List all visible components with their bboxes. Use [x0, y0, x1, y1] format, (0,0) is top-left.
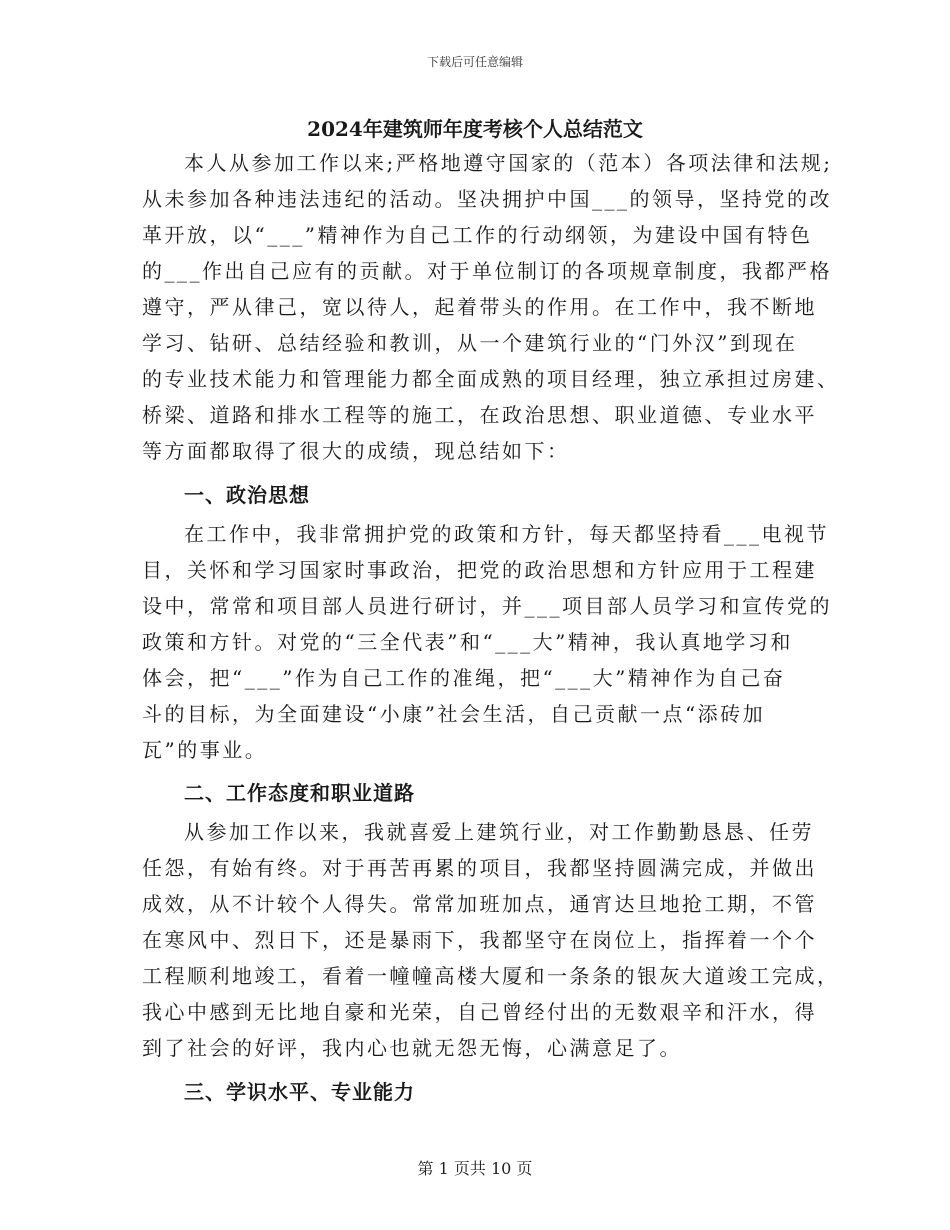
paragraph-line: 成效，从不计较个人得失。常常加班加点，通宵达旦地抢工期，不管: [142, 892, 817, 916]
paragraph-line: 本人从参加工作以来;严格地遵守国家的（范本）各项法律和法规;: [184, 151, 833, 175]
paragraph-line: 在寒风中、烈日下，还是暴雨下，我都坚守在岗位上，指挥着一个个: [142, 928, 817, 952]
paragraph-line: 斗的目标，为全面建设“小康”社会生活，自己贡献一点“添砖加: [142, 702, 766, 726]
paragraph-line: 学习、钻研、总结经验和教训，从一个建筑行业的“门外汉”到现在: [142, 331, 798, 355]
header-note: 下载后可任意编辑: [426, 55, 523, 69]
paragraph-line: 我心中感到无比地自豪和光荣，自己曾经付出的无数艰辛和汗水，得: [142, 1000, 817, 1024]
paragraph-line: 等方面都取得了很大的成绩，现总结如下：: [142, 439, 570, 463]
paragraph-line: 瓦”的事业。: [142, 738, 268, 762]
paragraph-line: 到了社会的好评，我内心也就无怨无悔，心满意足了。: [142, 1036, 682, 1060]
page-footer: 第 1 页共 10 页: [417, 1159, 533, 1178]
paragraph-line: 体会，把“___”作为自己工作的准绳，把“___大”精神作为自己奋: [142, 666, 786, 690]
paragraph-line: 工程顺利地竣工，看着一幢幢高楼大厦和一条条的银灰大道竣工完成，: [142, 964, 840, 988]
paragraph-line: 桥梁、道路和排水工程等的施工，在政治思想、职业道德、专业水平: [142, 403, 817, 427]
section-heading: 二、工作态度和职业道路: [184, 781, 415, 805]
section-heading: 一、政治思想: [184, 483, 310, 507]
paragraph-line: 的___作出自己应有的贡献。对于单位制订的各项规章制度，我都严格: [142, 259, 832, 283]
document-title: 2024年建筑师年度考核个人总结范文: [307, 117, 643, 141]
paragraph-line: 设中，常常和项目部人员进行研讨，并___项目部人员学习和宣传党的: [142, 594, 832, 618]
paragraph-line: 从未参加各种违法违纪的活动。坚决拥护中国___的领导，坚持党的改: [142, 187, 832, 211]
paragraph-line: 任怨，有始有终。对于再苦再累的项目，我都坚持圆满完成，并做出: [142, 856, 817, 880]
paragraph-line: 遵守，严从律己，宽以待人，起着带头的作用。在工作中，我不断地: [142, 295, 817, 319]
paragraph-line: 从参加工作以来，我就喜爱上建筑行业，对工作勤勤恳恳、任劳: [184, 820, 814, 844]
section-heading: 三、学识水平、专业能力: [184, 1080, 415, 1104]
paragraph-line: 政策和方针。对党的“三全代表”和“___大”精神，我认真地学习和: [142, 630, 793, 654]
paragraph-line: 在工作中，我非常拥护党的政策和方针，每天都坚持看___电视节: [184, 522, 829, 546]
paragraph-line: 的专业技术能力和管理能力都全面成熟的项目经理，独立承担过房建、: [142, 367, 840, 391]
paragraph-line: 革开放，以“___”精神作为自己工作的行动纲领，为建设中国有特色: [142, 223, 813, 247]
paragraph-line: 目，关怀和学习国家时事政治，把党的政治思想和方针应用于工程建: [142, 558, 817, 582]
